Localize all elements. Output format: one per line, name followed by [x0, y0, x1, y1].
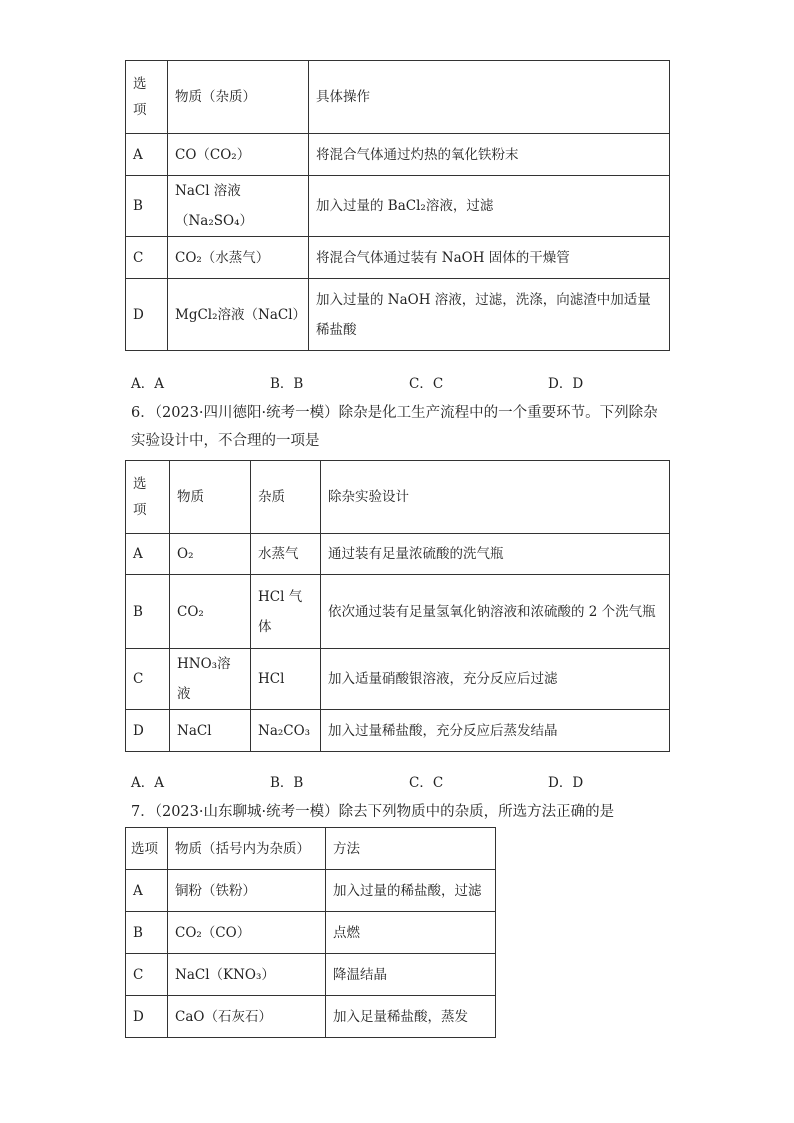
- table-header-row: [126, 61, 670, 134]
- row-impurity: Na₂CO₃: [251, 710, 321, 752]
- row-impurity: HCl 气体: [251, 575, 321, 649]
- option-b[interactable]: B．B: [270, 376, 304, 392]
- table-row: [126, 912, 496, 954]
- header-design: 除杂实验设计: [321, 461, 670, 534]
- table-row: [126, 649, 670, 710]
- row-operation: 将混合气体通过灼热的氧化铁粉末: [309, 134, 670, 176]
- question-6-table: [125, 460, 670, 752]
- header-operation: 具体操作: [309, 61, 670, 134]
- row-method: 加入足量稀盐酸，蒸发: [326, 996, 496, 1038]
- table-row: [126, 134, 670, 176]
- question-7-text: 7．（2023·山东聊城·统考一模）除去下列物质中的杂质，所选方法正确的是: [131, 804, 615, 820]
- row-option: B: [126, 575, 170, 649]
- row-design: 加入过量稀盐酸，充分反应后蒸发结晶: [321, 710, 670, 752]
- table-row: [126, 575, 670, 649]
- row-option: C: [126, 954, 168, 996]
- row-design: 通过装有足量浓硫酸的洗气瓶: [321, 534, 670, 575]
- row-impurity: 水蒸气: [251, 534, 321, 575]
- header-option: 选 项: [126, 461, 170, 534]
- question-7-table: [125, 827, 496, 1038]
- row-impurity: HCl: [251, 649, 321, 710]
- header-substance: 物质: [170, 461, 251, 534]
- row-option: C: [126, 237, 168, 279]
- row-substance: HNO₃溶液: [170, 649, 251, 710]
- row-substance: NaCl（KNO₃）: [168, 954, 326, 996]
- row-design: 依次通过装有足量氢氧化钠溶液和浓硫酸的 2 个洗气瓶: [321, 575, 670, 649]
- header-option: 选项: [126, 828, 168, 870]
- row-method: 加入过量的稀盐酸，过滤: [326, 870, 496, 912]
- row-option: D: [126, 279, 168, 351]
- row-method: 点燃: [326, 912, 496, 954]
- header-option: 选 项: [126, 61, 168, 134]
- row-substance: NaCl: [170, 710, 251, 752]
- table-header-row: [126, 828, 496, 870]
- row-operation: 加入过量的 BaCl₂溶液，过滤: [309, 176, 670, 237]
- row-option: C: [126, 649, 170, 710]
- row-substance: 铜粉（铁粉）: [168, 870, 326, 912]
- row-option: A: [126, 870, 168, 912]
- option-a[interactable]: A．A: [131, 376, 164, 392]
- table-row: [126, 996, 496, 1038]
- row-method: 降温结晶: [326, 954, 496, 996]
- option-c[interactable]: C．C: [409, 376, 444, 392]
- table-row: [126, 176, 670, 237]
- question-6-text: 6．（2023·四川德阳·统考一模）除杂是化工生产流程中的一个重要环节。下列除杂实验设计中，不合理的一项是: [131, 405, 658, 449]
- header-impurity: 杂质: [251, 461, 321, 534]
- option-d[interactable]: D．D: [548, 376, 584, 392]
- row-operation: 将混合气体通过装有 NaOH 固体的干燥管: [309, 237, 670, 279]
- row-option: B: [126, 912, 168, 954]
- table-row: [126, 237, 670, 279]
- option-b[interactable]: B．B: [270, 775, 304, 791]
- row-option: B: [126, 176, 168, 237]
- option-d[interactable]: D．D: [548, 775, 584, 791]
- row-substance: MgCl₂溶液（NaCl）: [168, 279, 309, 351]
- header-method: 方法: [326, 828, 496, 870]
- table-row: [126, 279, 670, 351]
- header-substance: 物质（括号内为杂质）: [168, 828, 326, 870]
- table-header-row: [126, 461, 670, 534]
- row-substance: CO₂（CO）: [168, 912, 326, 954]
- row-option: D: [126, 710, 170, 752]
- row-option: D: [126, 996, 168, 1038]
- row-substance: CaO（石灰石）: [168, 996, 326, 1038]
- table-row: [126, 870, 496, 912]
- row-substance: CO₂: [170, 575, 251, 649]
- table-row: [126, 954, 496, 996]
- table-row: [126, 710, 670, 752]
- row-substance: O₂: [170, 534, 251, 575]
- question-5-table: [125, 60, 670, 351]
- row-substance: NaCl 溶液（Na₂SO₄）: [168, 176, 309, 237]
- row-design: 加入适量硝酸银溶液，充分反应后过滤: [321, 649, 670, 710]
- row-substance: CO（CO₂）: [168, 134, 309, 176]
- table-row: [126, 534, 670, 575]
- row-operation: 加入过量的 NaOH 溶液，过滤，洗涤，向滤渣中加适量稀盐酸: [309, 279, 670, 351]
- row-substance: CO₂（水蒸气）: [168, 237, 309, 279]
- option-c[interactable]: C．C: [409, 775, 444, 791]
- option-a[interactable]: A．A: [131, 775, 164, 791]
- row-option: A: [126, 534, 170, 575]
- header-substance: 物质（杂质）: [168, 61, 309, 134]
- row-option: A: [126, 134, 168, 176]
